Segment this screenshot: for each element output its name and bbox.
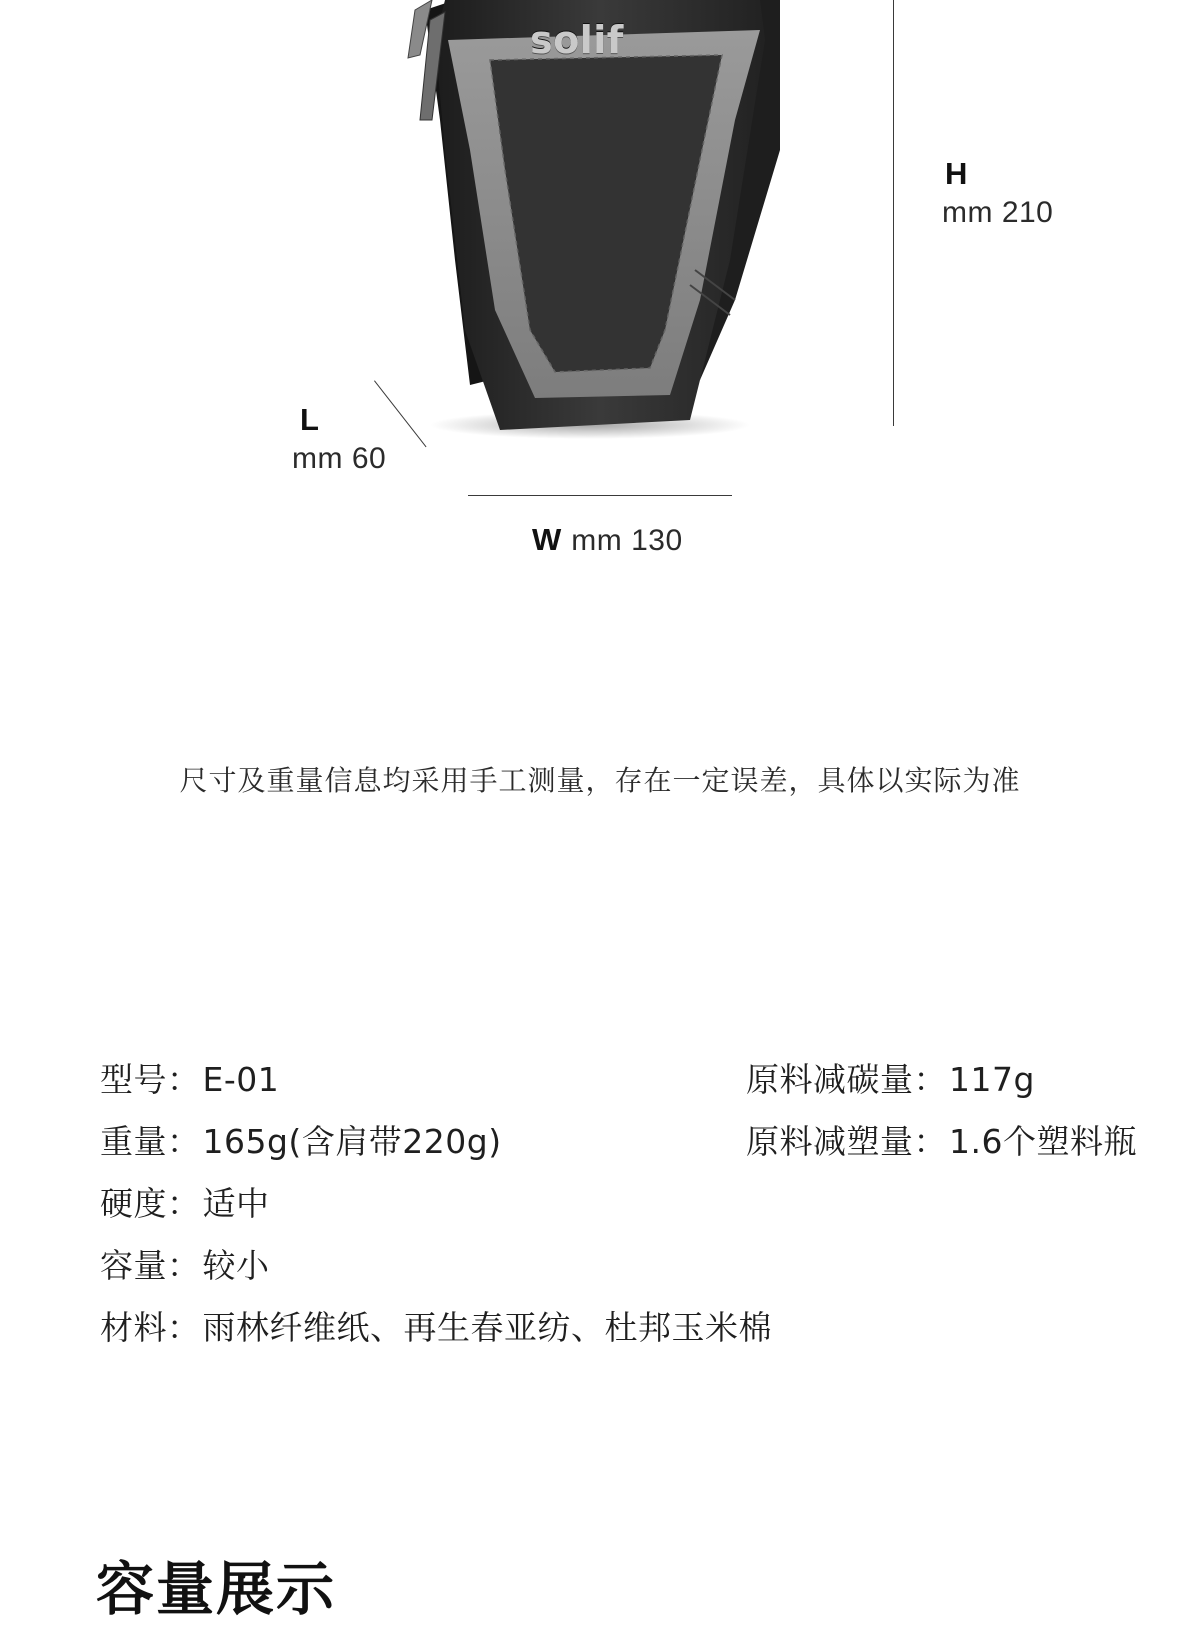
spec-value: 165g(含肩带220g)	[202, 1122, 502, 1161]
section-heading-capacity: 容量展示	[96, 1555, 337, 1623]
width-label: W	[532, 522, 562, 557]
spec-label: 重量：	[100, 1122, 201, 1161]
spec-carbon-reduction	[746, 1054, 1035, 1101]
spec-value: 较小	[202, 1246, 270, 1285]
length-value: mm 60	[292, 442, 387, 475]
height-dimension-line	[893, 0, 894, 426]
spec-value: 适中	[202, 1184, 270, 1223]
spec-label: 原料减碳量：	[746, 1060, 947, 1099]
width-value: mm 130	[571, 524, 683, 557]
measurement-disclaimer: 尺寸及重量信息均采用手工测量，存在一定误差，具体以实际为准	[179, 764, 1021, 797]
spec-label: 原料减塑量：	[746, 1122, 947, 1161]
width-dimension-line	[468, 495, 732, 496]
spec-value: 雨林纤维纸、再生春亚纺、杜邦玉米棉	[202, 1308, 772, 1347]
spec-value: 117g	[949, 1060, 1035, 1099]
width-dimension	[532, 522, 683, 558]
brand-logo: solif	[530, 18, 624, 62]
spec-model	[100, 1054, 279, 1101]
spec-weight	[100, 1116, 502, 1163]
camera-bag-illustration	[380, 0, 780, 440]
height-label: H	[945, 156, 968, 191]
spec-label: 材料：	[100, 1308, 201, 1347]
length-label: L	[300, 402, 319, 437]
spec-material	[100, 1302, 772, 1349]
product-image	[380, 0, 780, 440]
spec-hardness	[100, 1178, 270, 1225]
spec-value: E-01	[202, 1060, 280, 1099]
spec-label: 型号：	[100, 1060, 201, 1099]
spec-plastic-reduction	[746, 1116, 1137, 1163]
spec-value: 1.6个塑料瓶	[949, 1122, 1137, 1161]
spec-label: 硬度：	[100, 1184, 201, 1223]
spec-label: 容量：	[100, 1246, 201, 1285]
spec-capacity	[100, 1240, 270, 1287]
height-value: mm 210	[942, 196, 1054, 229]
